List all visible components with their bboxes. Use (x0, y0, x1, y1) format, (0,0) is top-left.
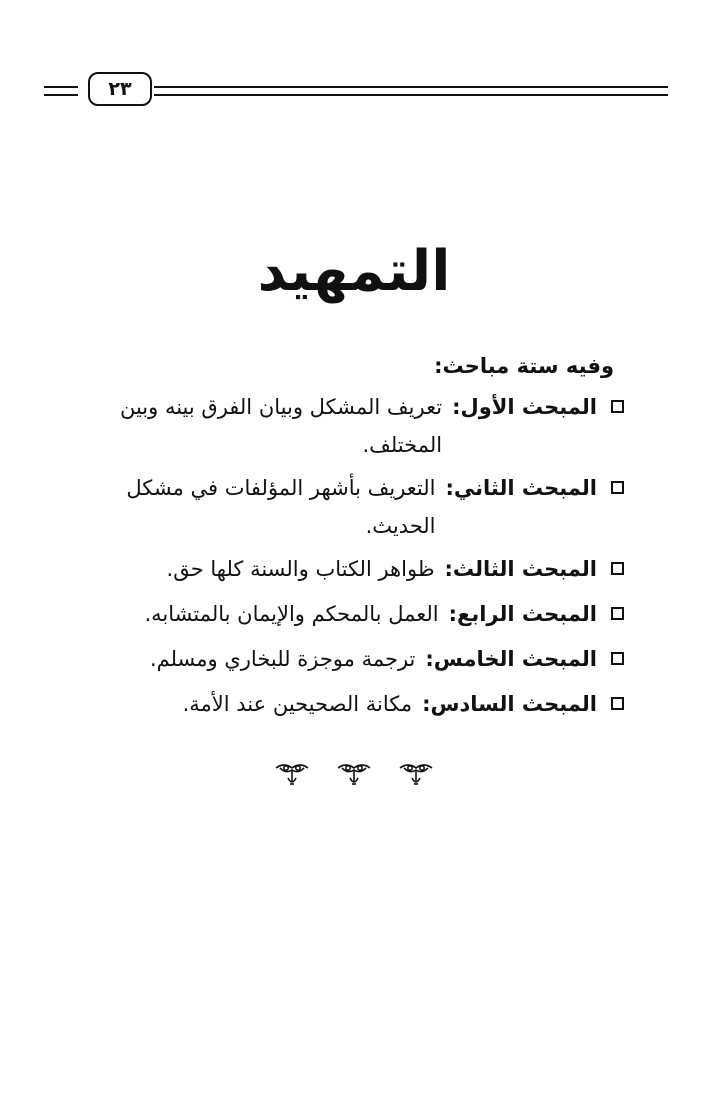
checkbox-icon (611, 697, 624, 710)
header-rule-right (154, 86, 668, 96)
section-label: المبحث الخامس: (425, 647, 597, 671)
checkbox-icon (611, 481, 624, 494)
fleuron-ornament-icon (274, 760, 310, 790)
checkbox-icon (611, 400, 624, 413)
fleuron-ornament-icon (336, 760, 372, 790)
intro-line: وفيه ستة مباحث: (434, 354, 614, 378)
list-item (84, 595, 624, 633)
section-label: المبحث الأول: (452, 395, 597, 419)
fleuron-ornament-icon (398, 760, 434, 790)
ornament-row (0, 760, 708, 790)
list-item (84, 388, 624, 464)
list-item (84, 685, 624, 723)
section-label: المبحث الثالث: (444, 557, 597, 581)
list-item (84, 640, 624, 678)
section-text: تعريف المشكل وبيان الفرق بينه وبين المختلف. (119, 395, 443, 457)
section-text: مكانة الصحيحين عند الأمة. (182, 692, 413, 716)
sections-list (84, 388, 624, 730)
list-item (84, 469, 624, 545)
section-label: المبحث الرابع: (448, 602, 597, 626)
page-header (44, 72, 668, 106)
page-number: ٢٣ (88, 72, 152, 106)
list-item (84, 550, 624, 588)
checkbox-icon (611, 652, 624, 665)
section-text: التعريف بأشهر المؤلفات في مشكل الحديث. (126, 476, 436, 538)
chapter-title: التمهيد (257, 239, 451, 304)
section-label: المبحث الثاني: (445, 476, 597, 500)
checkbox-icon (611, 562, 624, 575)
checkbox-icon (611, 607, 624, 620)
section-text: ظواهر الكتاب والسنة كلها حق. (166, 557, 435, 581)
section-label: المبحث السادس: (422, 692, 597, 716)
section-text: ترجمة موجزة للبخاري ومسلم. (149, 647, 416, 671)
section-text: العمل بالمحكم والإيمان بالمتشابه. (144, 602, 439, 626)
header-rule-left (44, 86, 78, 96)
